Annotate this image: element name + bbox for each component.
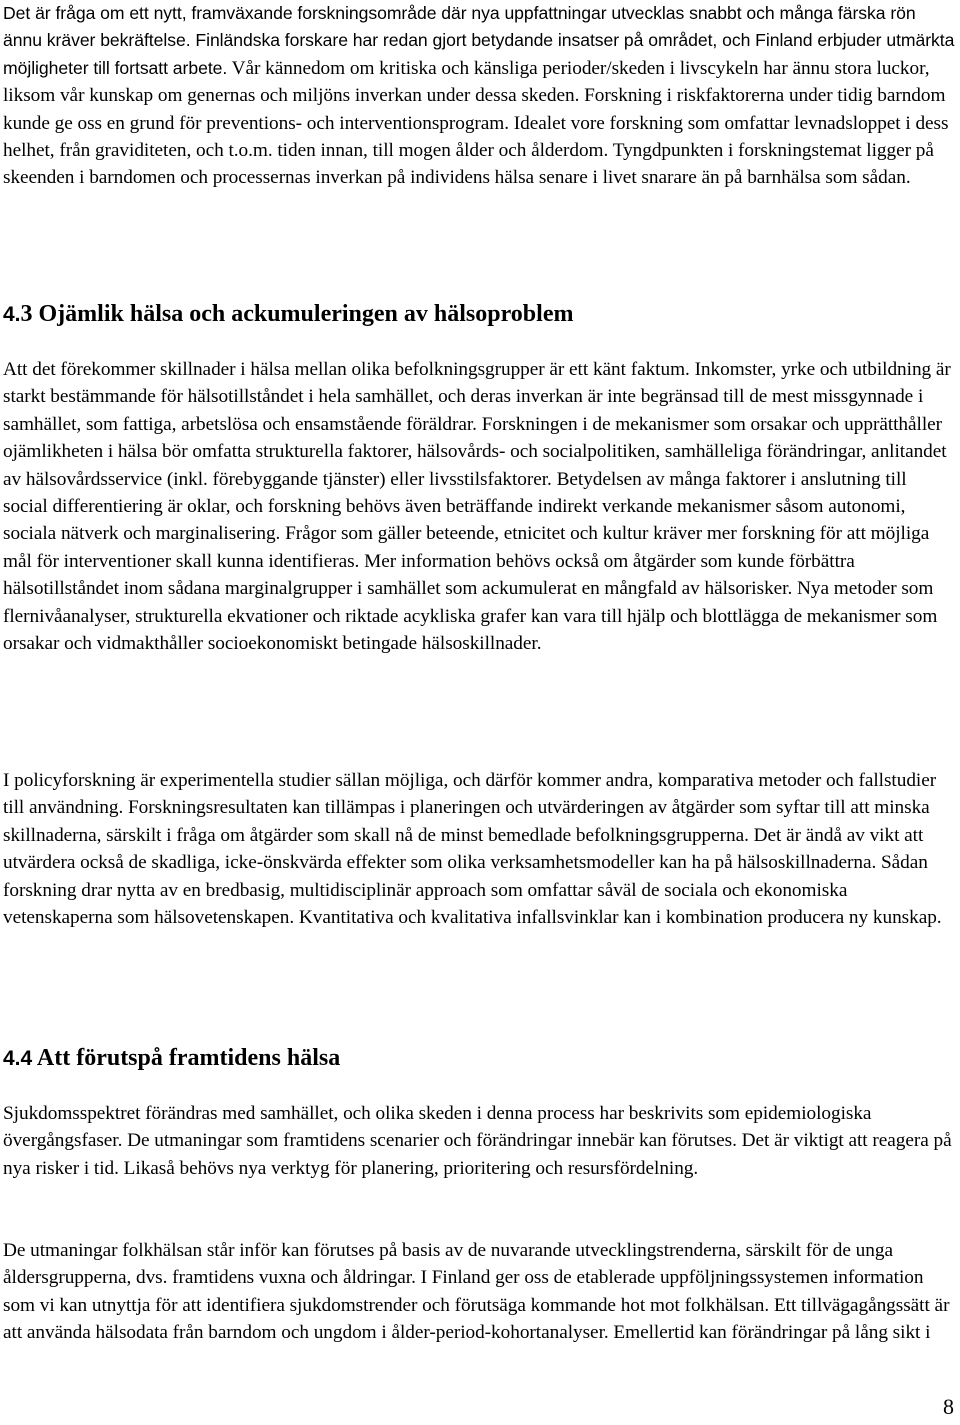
section-4-4-heading: [3, 1043, 956, 1074]
section-4-3-paragraph-1: Att det förekommer skillnader i hälsa mellan olika befolkningsgrupper är ett känt faktum. Inkomster, yrke och utbildning är starkt bestämmande för hälsotillståndet i hela samhället, och deras inverkan är inte begränsad till de mest missgynnade i samhället, som fattiga, arbetslösa och ensamstående föräldrar. Forskningen i de mekanismer som orsakar och upprätthåller ojämlikheten i hälsa bör omfatta strukturella faktorer, hälsovårds- och socialpolitiken, samhälleliga förändringar, anlitandet av hälsovårdsservice (inkl. förebyggande tjänster) eller livsstilsfaktorer. Betydelsen av många faktorer i anslutning till social differentiering är oklar, och forskning behövs även beträffande indirekt verkande mekanismer såsom autonomi, sociala nätverk och marginalisering. Frågor som gäller beteende, etnicitet och kultur kräver mer forskning för att möjliga mål för interventioner skall kunna identifieras. Mer information behövs också om åtgärder som kunde förbättra hälsotillståndet inom sådana marginalgrupper i samhället som ackumulerat en mångfald av hälsorisker. Nya metoder som flernivåanalyser, strukturella ekvationer och riktade acykliska grafer kan vara till hjälp och blottlägga de mekanismer som orsakar och vidmakthåller socioekonomiskt betingade hälsoskillnader.: [3, 359, 951, 655]
page-number: 8: [943, 1394, 954, 1419]
section-4-3-paragraph-2: I policyforskning är experimentella studier sällan möjliga, och därför kommer andra, komparativa metoder och fallstudier till användning. Forskningsresultaten kan tillämpas i planeringen och utvärderingen av åtgärder som syftar till att minska skillnaderna, särskilt i fråga om åtgärder som skall nå de minst bemedlade befolkningsgrupperna. Det är ändå av vikt att utvärdera också de skadliga, icke-önskvärda effekter som olika verksamhetsmodeller kan ha på hälsoskillnaderna. Sådan forskning drar nytta av en bredbasig, multidisciplinär approach som omfattar såväl de sociala och ekonomiska vetenskaperna som hälsovetenskapen. Kvantitativa och kvalitativa infallsvinklar kan i kombination producera ny kunskap.: [3, 770, 942, 929]
section-4-3-number: 4.: [3, 303, 21, 326]
intro-paragraph-serif-text: Vår kännedom om kritiska och känsliga perioder/skeden i livscykeln har ännu stora luckor, liksom vår kunskap om genernas och miljöns inverkan under dessa skeden. Forskning i riskfaktorerna under tidig barndom kunde ge oss en grund för preventions- och interventionsprogram. Idealet vore forskning som omfattar levnadsloppet i dess helhet, från graviditeten, och t.o.m. tiden innan, till mogen ålder och ålderdom. Tyngdpunkten i forskningstemat ligger på skeenden i barndomen och processernas inverkan på individens hälsa senare i livet snarare än på barnhälsa som sådan.: [3, 57, 949, 189]
section-4-4-title: Att förutspå framtidens hälsa: [32, 1045, 341, 1071]
intro-paragraph: [3, 0, 956, 192]
section-4-4-number: 4.4: [3, 1047, 33, 1070]
intro-paragraph-sans-text: Det är fråga om ett nytt, framväxande forskningsområde där nya uppfattningar utvecklas snabbt och många färska rön ännu kräver bekräftelse. Finländska forskare har redan gjort betydande insatser på området, och Finland erbjuder utmärkta möjligheter till fortsatt arbete.: [3, 3, 955, 78]
section-4-3-title: 3 Ojämlik hälsa och ackumuleringen av hälsoproblem: [20, 301, 574, 327]
section-4-3-heading: [3, 299, 956, 330]
section-4-4-paragraph-2: De utmaningar folkhälsan står inför kan förutses på basis av de nuvarande utvecklingstrenderna, särskilt för de unga åldersgrupperna, dvs. framtidens vuxna och åldringar. I Finland ger oss de etablerade uppföljningssystemen information som vi kan utnyttja för att identifiera sjukdomstrender och förutsäga kommande hot mot folkhälsan. Ett tillvägagångssätt är att använda hälsodata från barndom och ungdom i ålder-period-kohortanalyser. Emellertid kan förändringar på lång sikt i: [3, 1240, 950, 1344]
section-4-4-paragraph-1: Sjukdomsspektret förändras med samhället, och olika skeden i denna process har beskrivits som epidemiologiska övergångsfaser. De utmaningar som framtidens scenarier och förändringar innebär kan förutses. Det är viktigt att reagera på nya risker i tid. Likaså behövs nya verktyg för planering, prioritering och resursfördelning.: [3, 1103, 952, 1179]
